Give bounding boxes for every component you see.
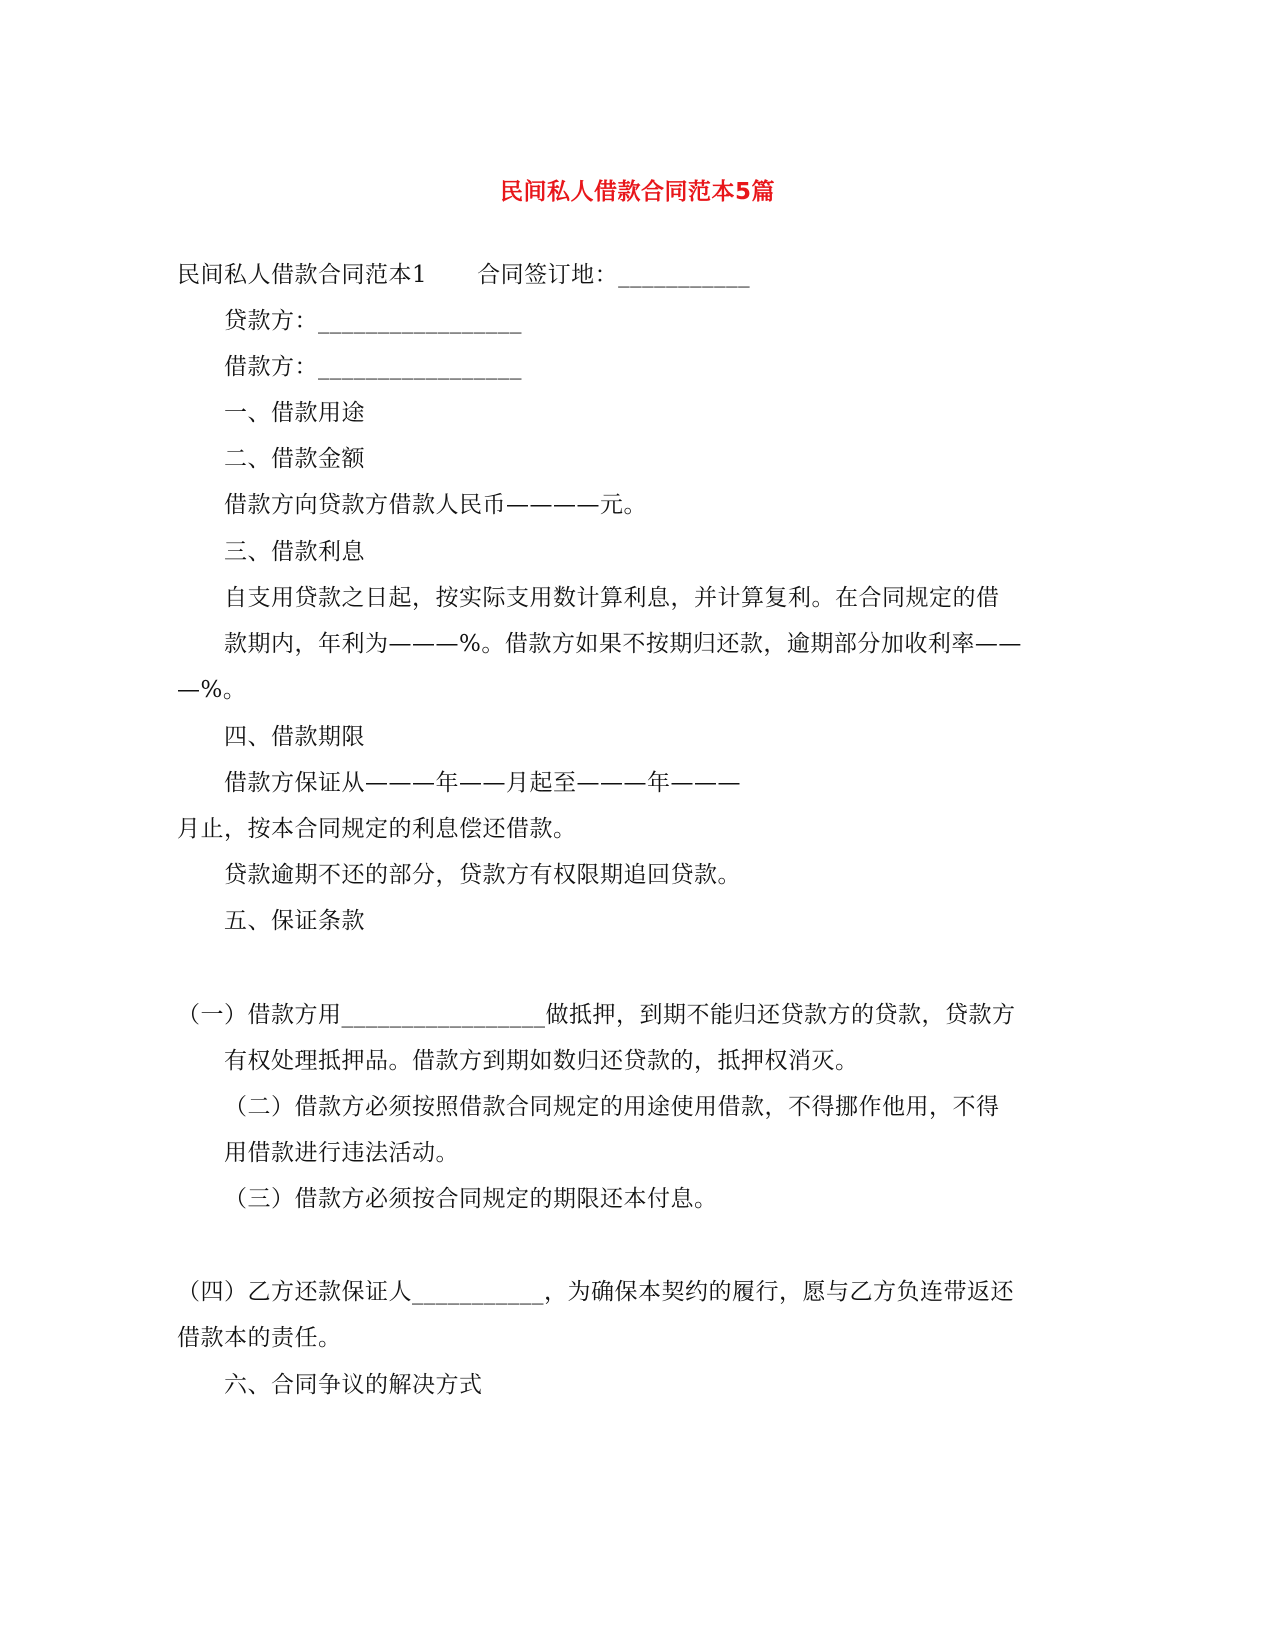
paragraph-line: 自支用贷款之日起，按实际支用数计算利息，并计算复利。在合同规定的借 [224, 585, 1000, 611]
heading-line [177, 260, 750, 290]
signing-place-field: 合同签订地：___________ [477, 262, 751, 288]
paragraph-line: （四）乙方还款保证人___________，为确保本契约的履行，愿与乙方负连带返还 [177, 1279, 1014, 1305]
paragraph-line: 借款本的责任。 [177, 1325, 342, 1351]
paragraph-line: 借款方保证从———年——月起至———年——— [224, 770, 741, 796]
paragraph-line: 有权处理抵押品。借款方到期如数归还贷款的，抵押权消灭。 [224, 1048, 859, 1074]
section-heading: 五、保证条款 [224, 908, 365, 934]
section-heading: 六、合同争议的解决方式 [224, 1372, 483, 1398]
paragraph-line: 用借款进行违法活动。 [224, 1140, 459, 1166]
paragraph-line: （一）借款方用_________________做抵押，到期不能归还贷款方的贷款，贷款方 [177, 1002, 1016, 1028]
lender-field: 贷款方：_________________ [224, 308, 522, 334]
section-heading: 一、借款用途 [224, 400, 365, 426]
paragraph-line: 款期内，年利为———%。借款方如果不按期归还款，逾期部分加收利率—— [224, 631, 1022, 657]
paragraph-line: 借款方向贷款方借款人民币————元。 [224, 492, 647, 518]
section-heading: 四、借款期限 [224, 724, 365, 750]
paragraph-line: —%。 [177, 677, 247, 703]
paragraph-line: 贷款逾期不还的部分，贷款方有权限期追回贷款。 [224, 862, 741, 888]
borrower-field: 借款方：_________________ [224, 354, 522, 380]
paragraph-line: （三）借款方必须按合同规定的期限还本付息。 [224, 1186, 718, 1212]
contract-name: 民间私人借款合同范本1 [177, 262, 428, 288]
paragraph-line: 月止，按本合同规定的利息偿还借款。 [177, 816, 577, 842]
section-heading: 三、借款利息 [224, 539, 365, 565]
section-heading: 二、借款金额 [224, 446, 365, 472]
document-title: 民间私人借款合同范本5篇 [499, 179, 775, 205]
paragraph-line: （二）借款方必须按照借款合同规定的用途使用借款，不得挪作他用，不得 [224, 1094, 1000, 1120]
